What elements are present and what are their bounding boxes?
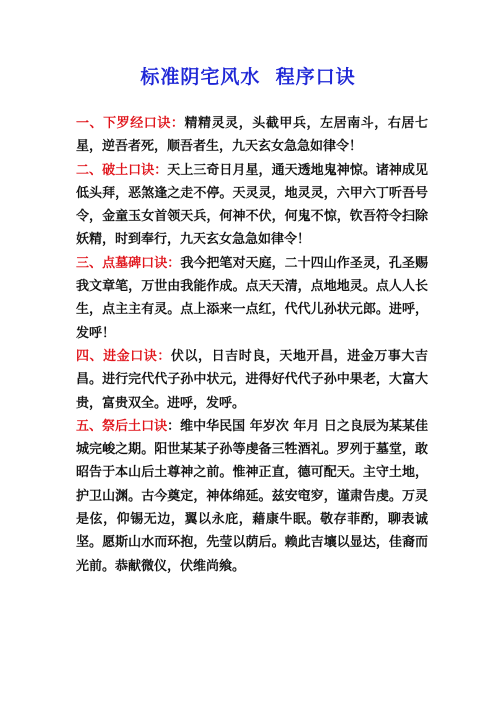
section-heading: 五、祭后土口诀 <box>76 418 168 434</box>
section-text: 伏以，日吉时良，天地开昌，进金万事大吉昌。进行完代代子孙中状元，进得好代代子孙中果老，大富大贵，富贵双全。进呼，发呼。 <box>76 348 428 411</box>
page-title: 标准阴宅风水 程序口诀 <box>140 66 356 88</box>
section-tombstone <box>76 252 428 345</box>
section-text: 天上三奇日月星，通天透地鬼神惊。诸神成见低头拜，恶煞逢之走不停。天灵灵，地灵灵，六甲六丁听吾号令，金童玉女首领天兵，何神不伏，何鬼不惊，钦吾符令扫除妖精，时到奉行，九天玄女急急如律令！ <box>76 162 428 248</box>
section-text: ：维中华民国 年岁次 年月 日之良辰为某某佳城完峻之期。阳世某某子孙等虔备三牲酒礼。罗列于墓堂，敢昭告于本山后土尊神之前。惟神正直，德可配天。主守土地，护卫山渊。古今奠定，神体绵延。兹安窀穸，谨肃告虔。万灵是伭，仰锡无边，翼以永庇，藉康牛眠。敬存菲酌，聊表诚坚。愿斯山水而环抱，先莹以荫后。赖此吉壤以显达，佳裔而光前。恭献微仪，伏维尚飨。 <box>76 418 428 574</box>
section-text: 精精灵灵，头截甲兵，左居南斗，右居七星，逆吾者死，顺吾者生，九天玄女急急如律令！ <box>76 116 428 155</box>
section-luopan <box>76 112 428 159</box>
section-earth-god <box>76 415 428 578</box>
section-heading: 一、下罗经口诀： <box>76 116 185 131</box>
section-burial <box>76 345 428 415</box>
document-body <box>76 112 428 578</box>
section-text: 我今把笔对天庭，二十四山作圣灵，孔圣赐我文章笔，万世由我能作成。点天天清，点地地灵。点人人长生，点主主有灵。点上添来一点红，代代儿孙状元郎。进呼，发呼！ <box>76 255 428 341</box>
section-heading: 三、点墓碑口诀： <box>76 255 181 271</box>
section-heading: 二、破土口诀： <box>76 162 168 178</box>
section-groundbreaking <box>76 159 428 252</box>
section-heading: 四、进金口诀： <box>76 348 171 364</box>
